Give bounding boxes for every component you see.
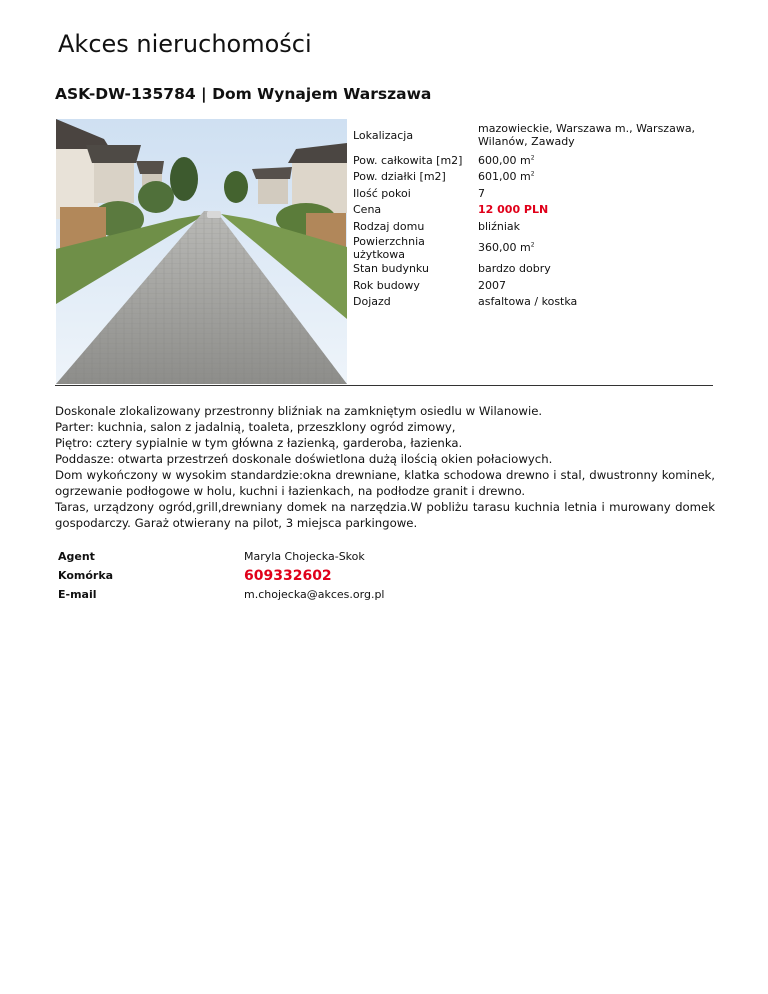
- contact-table: [58, 547, 384, 604]
- property-label: Stan budynku: [353, 262, 429, 276]
- property-value-text: bardzo dobry: [478, 262, 551, 276]
- property-value: [478, 277, 708, 294]
- phone-label: Komórka: [58, 569, 114, 582]
- unit-superscript: 2: [530, 241, 535, 249]
- property-value-text: 600,00 m: [478, 153, 531, 167]
- property-label: Ilość pokoi: [353, 186, 411, 200]
- property-label: Rodzaj domu: [353, 219, 425, 233]
- property-value: [478, 185, 708, 202]
- property-row: [353, 277, 708, 294]
- property-label: Rok budowy: [353, 278, 420, 292]
- property-value-text: 601,00 m: [478, 170, 531, 184]
- property-row: [353, 152, 708, 169]
- property-row: [353, 202, 708, 219]
- description-line: Parter: kuchnia, salon z jadalnią, toaleta, przeszklony ogród zimowy,: [55, 420, 456, 434]
- property-row: [353, 261, 708, 278]
- property-value: [478, 152, 708, 169]
- description-line: Doskonale zlokalizowany przestronny bliźniak na zamkniętym osiedlu w Wilanowie.: [55, 404, 543, 418]
- property-value-text: 12 000 PLN: [478, 203, 549, 217]
- description: [55, 403, 715, 531]
- brand-title: Akces nieruchomości: [58, 30, 312, 58]
- property-value-text: 2007: [478, 278, 506, 292]
- property-value: [478, 169, 708, 186]
- property-value: [478, 261, 708, 278]
- description-line: Dom wykończony w wysokim standardzie:okna drewniane, klatka schodowa drewno i stal, dwustronny kominek, ogrzewanie podłogowe w holu, kuchni i łazienkach, na podłodze granit i drewno.: [55, 468, 715, 498]
- property-value-text: mazowieckie, Warszawa m., Warszawa, Wilanów, Zawady: [478, 122, 696, 148]
- property-value: [478, 202, 708, 219]
- property-row: [353, 185, 708, 202]
- property-value: [478, 235, 708, 261]
- property-photo: [56, 119, 347, 384]
- description-line: Poddasze: otwarta przestrzeń doskonale doświetlona dużą ilością okien połaciowych.: [55, 452, 553, 466]
- property-value-text: asfaltowa / kostka: [478, 295, 578, 309]
- property-label: Dojazd: [353, 295, 391, 309]
- property-value-text: 7: [478, 186, 485, 200]
- unit-superscript: 2: [530, 154, 535, 162]
- email-row: [58, 585, 384, 604]
- description-line: Piętro: cztery sypialnie w tym główna z łazienką, garderoba, łazienka.: [55, 436, 463, 450]
- property-value: [478, 218, 708, 235]
- property-row: [353, 218, 708, 235]
- unit-superscript: 2: [530, 170, 535, 178]
- property-label: Pow. całkowita [m2]: [353, 153, 463, 167]
- property-row: [353, 294, 708, 311]
- phone-row: [58, 566, 384, 585]
- property-row: [353, 118, 708, 152]
- property-value: [478, 294, 708, 311]
- divider: [55, 385, 713, 386]
- property-value-text: 360,00 m: [478, 241, 531, 254]
- property-label: Cena: [353, 203, 382, 217]
- property-row: [353, 169, 708, 186]
- property-label: Powierzchnia użytkowa: [353, 234, 425, 261]
- listing-title: ASK-DW-135784 | Dom Wynajem Warszawa: [55, 85, 432, 103]
- email-label: E-mail: [58, 588, 97, 601]
- property-value: [478, 118, 708, 152]
- property-row: [353, 235, 708, 261]
- description-line: Taras, urządzony ogród,grill,drewniany domek na narzędzia.W pobliżu tarasu kuchnia letnia i murowany domek gospodarczy. Garaż otwierany na pilot, 3 miejsca parkingowe.: [55, 500, 715, 530]
- email-address[interactable]: m.chojecka@akces.org.pl: [244, 588, 385, 601]
- property-label: Pow. działki [m2]: [353, 170, 446, 184]
- property-details-table: [353, 118, 708, 310]
- agent-row: [58, 547, 384, 566]
- agent-label: Agent: [58, 550, 95, 563]
- agent-name: Maryla Chojecka-Skok: [244, 550, 365, 563]
- phone-number[interactable]: 609332602: [244, 567, 332, 584]
- property-label: Lokalizacja: [353, 128, 414, 142]
- property-value-text: bliźniak: [478, 219, 521, 233]
